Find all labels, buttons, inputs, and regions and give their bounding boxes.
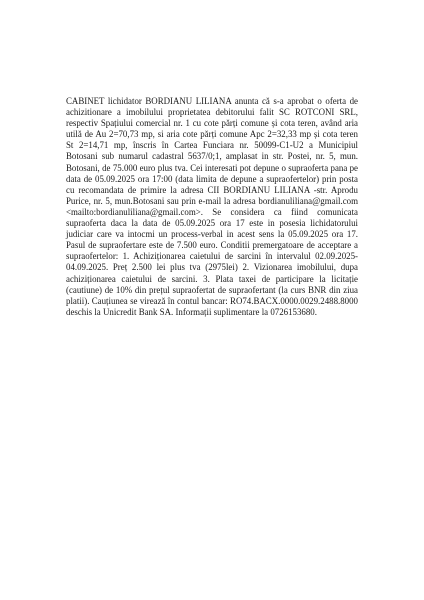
notice-paragraph: CABINET lichidator BORDIANU LILIANA anunta că s-a aprobat o oferta de achizitionare a imobilului proprietatea debitorului falit SC ROTCONI SRL, respectiv Spațiului comercial nr. 1 cu cote părți comune și cota teren, având aria utilă de Au 2=70,73 mp, si aria cote părți comune Apc 2=32,33 mp și cota teren St 2=14,71 mp, înscris în Cartea Funciara nr. 50099-C1-U2 a Municipiul Botosani sub numarul cadastral 5637/0;1, amplasat in str. Postei, nr. 5, mun. Botosani, de 75.000 euro plus tva. Cei interesati pot depune o supraoferta pana pe data de 05.09.2025 ora 17:00 (data limita de depune a supraofertelor) prin posta cu recomandata de primire la adresa CII BORDIANU LILIANA -str. Aprodu Purice, nr. 5, mun.Botosani sau prin e-mail la adresa bordianuliliana@gmail.com <mailto:bordianuliliana@gmail.com>. Se considera ca fiind comunicata supraoferta daca la data de 05.09.2025 ora 17 este in posesia lichidatorului judiciar care va intocmi un process-verbal in acest sens la 05.09.2025 ora 17. Pasul de supraofertare este de 7.500 euro. Conditii premergatoare de acceptare a supraofertelor: 1. Achiziționarea caietului de sarcini în intervalul 02.09.2025-04.09.2025. Preț 2.500 lei plus tva (2975lei) 2. Vizionarea imobilului, dupa achiziționarea caietului de sarcini. 3. Plata taxei de participare la licitație (cautiune) de 10% din prețul supraofertat de supraofertant (la curs BNR din ziua platii). Cauțiunea se virează în contul bancar: RO74.BACX.0000.0029.2488.8000 deschis la Unicredit Bank SA. Informații suplimentare la 0726153680.: [66, 96, 358, 317]
